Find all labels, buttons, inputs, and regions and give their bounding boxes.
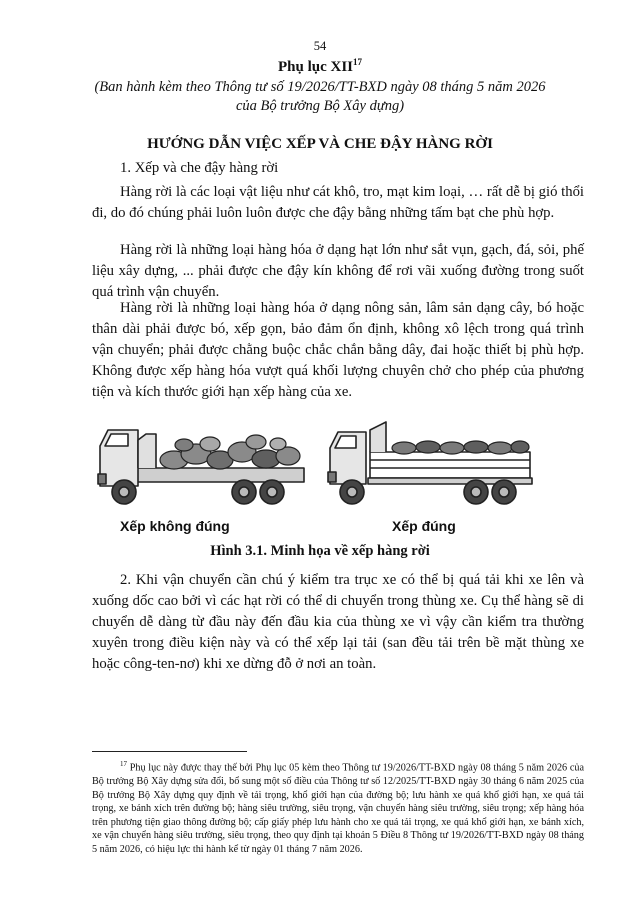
paragraph-2-text: Hàng rời là những loại hàng hóa ở dạng hạt lớn như sắt vụn, gạch, đá, sỏi, phế liệu xây dựng, ... phải được che đậy kín không để rơi vãi xuống đường trong suốt quá trình vận chuyển.	[92, 242, 584, 300]
footnote-text: Phụ lục này được thay thế bởi Phụ lục 05 kèm theo Thông tư 19/2026/TT-BXD ngày 08 tháng 5 năm 2026 của Bộ trưởng Bộ Xây dựng sửa đổi, bổ sung một số điều của Thông tư số 12/2025/TT-BXD ngày 30 tháng 6 năm 2025 của Bộ trưởng Bộ Xây dựng quy định về tải trọng, khổ giới hạn của đường bộ; lưu hành xe quá khổ giới hạn, xe quá tải trọng, xe bánh xích trên đường bộ; hàng siêu trường, siêu trọng, vận chuyển hàng siêu trường, siêu trọng; xếp hàng hóa trên phương tiện giao thông đường bộ; cấp giấy phép lưu hành cho xe quá tải trọng, xe quá khổ giới hạn, xe bánh xích, xe vận chuyển hàng siêu trường, siêu trọng, theo quy định tại khoản 5 Điều 8 Thông tư 19/2026/TT-BXD ngày 08 tháng 5 năm 2026, có hiệu lực thi hành kể từ ngày 01 tháng 7 năm 2026.	[92, 762, 584, 855]
section-2-text: 2. Khi vận chuyển cần chú ý kiểm tra trục xe có thể bị quá tải khi xe lên và xuống dốc cao bởi vì các hạt rời có thể di chuyển trong thùng xe. Cụ thể hàng sẽ di chuyển dễ dàng từ đầu này đến đầu kia của thùng xe vì vậy cần kiểm tra thường xuyên trong điều kiện này và có thể xếp lại tải (san đều tải trên bề mặt thùng xe hoặc công-ten-nơ) khi xe dừng đỗ ở nơi an toàn.	[92, 572, 584, 672]
paragraph-1-text: Hàng rời là các loại vật liệu như cát khô, tro, mạt kim loại, … rất dễ bị gió thổi đi, do đó chúng phải luôn luôn được che đậy bằng những tấm bạt che phù hợp.	[92, 184, 584, 221]
paragraph-3-text: Hàng rời là những loại hàng hóa ở dạng nông sản, lâm sản dạng cây, bó hoặc thân dài phải được bó, xếp gọn, bảo đảm ổn định, không xô lệch trong quá trình vận chuyển; phải được chằng buộc chắc chắn bằng dây, đai hoặc thiết bị phù hợp. Không được xếp hàng hóa vượt quá khối lượng chuyên chở cho phép của phương tiện và kích thước giới hạn xếp hàng của xe.	[92, 300, 584, 400]
caption-incorrect: Xếp không đúng	[120, 518, 230, 534]
figure-caption: Hình 3.1. Minh họa về xếp hàng rời	[210, 543, 430, 559]
appendix-title-text: Phụ lục XII	[277, 59, 354, 75]
section-1-title-text: 1. Xếp và che đậy hàng rời	[120, 160, 279, 176]
caption-correct: Xếp đúng	[392, 518, 456, 534]
appendix-title	[0, 57, 640, 76]
truck-incorrect-illustration	[96, 412, 308, 512]
truck-correct-illustration	[326, 412, 538, 512]
subtitle-line-1: (Ban hành kèm theo Thông tư số 19/2026/TT-BXD ngày 08 tháng 5 năm 2026	[94, 79, 546, 95]
paragraph-1	[92, 182, 584, 224]
footnote-divider	[92, 751, 247, 752]
footnote-number: 17	[120, 760, 127, 768]
footnote-ref: 17	[353, 57, 363, 67]
section-1-title	[92, 158, 584, 179]
subtitle-line-2: của Bộ trưởng Bộ Xây dựng)	[235, 98, 405, 114]
section-heading: HƯỚNG DẪN VIỆC XẾP VÀ CHE ĐẬY HÀNG RỜI	[147, 136, 493, 152]
footnote	[92, 758, 584, 857]
page-number: 54	[313, 39, 327, 53]
paragraph-3	[92, 298, 584, 403]
section-2-paragraph	[92, 570, 584, 675]
paragraph-2	[92, 240, 584, 303]
